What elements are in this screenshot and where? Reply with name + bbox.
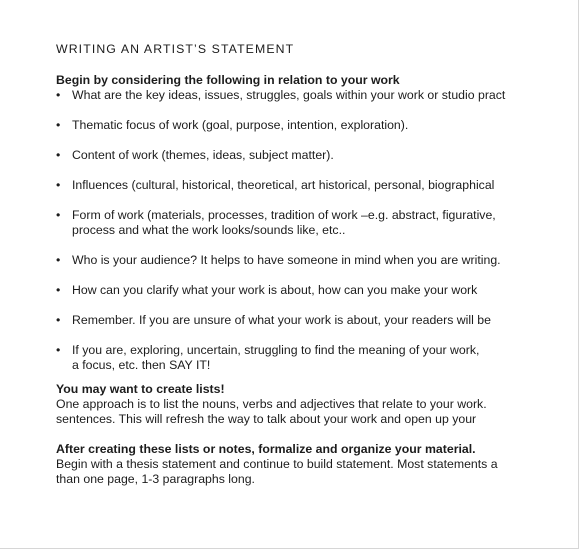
list-item-text: Remember. If you are unsure of what your work is about, your readers will be	[72, 313, 491, 327]
considerations-list	[56, 88, 534, 373]
bullet-glyph: •	[56, 283, 61, 297]
bullet-glyph: •	[56, 88, 61, 102]
intro-heading: Begin by considering the following in relation to your work	[56, 73, 400, 87]
list-item	[56, 283, 534, 298]
lists-paragraph-line: One approach is to list the nouns, verbs and adjectives that relate to your work.	[56, 397, 487, 411]
document-content	[56, 42, 534, 502]
list-item-text: Form of work (materials, processes, tradition of work –e.g. abstract, figurative,	[72, 208, 496, 222]
bullet-glyph: •	[56, 148, 61, 162]
document-title: WRITING AN ARTIST’S STATEMENT	[56, 42, 295, 56]
organize-section	[56, 442, 534, 487]
lists-paragraph-line: sentences. This will refresh the way to talk about your work and open up your	[56, 412, 477, 426]
list-item-text: Content of work (themes, ideas, subject matter).	[72, 148, 334, 162]
organize-paragraph-line: Begin with a thesis statement and continue to build statement. Most statements a	[56, 457, 498, 471]
list-item-text: Who is your audience? It helps to have someone in mind when you are writing.	[72, 253, 501, 267]
list-item-text: Thematic focus of work (goal, purpose, intention, exploration).	[72, 118, 409, 132]
list-item	[56, 253, 534, 268]
bullet-glyph: •	[56, 253, 61, 267]
list-item-text: Influences (cultural, historical, theoretical, art historical, personal, biographical	[72, 178, 495, 192]
organize-heading: After creating these lists or notes, formalize and organize your material.	[56, 442, 476, 456]
bullet-glyph: •	[56, 313, 61, 327]
bullet-glyph: •	[56, 178, 61, 192]
list-item	[56, 148, 534, 163]
list-item	[56, 313, 534, 328]
bullet-glyph: •	[56, 343, 61, 357]
bullet-glyph: •	[56, 208, 61, 222]
list-item	[56, 208, 534, 238]
list-item-text: What are the key ideas, issues, struggles, goals within your work or studio pract	[72, 88, 506, 102]
lists-heading: You may want to create lists!	[56, 382, 225, 396]
list-item	[56, 343, 534, 373]
list-item	[56, 88, 534, 103]
organize-paragraph-line: than one page, 1-3 paragraphs long.	[56, 472, 255, 486]
list-item-text: How can you clarify what your work is about, how can you make your work	[72, 283, 478, 297]
lists-section	[56, 382, 534, 427]
list-item-text: If you are, exploring, uncertain, struggling to find the meaning of your work,	[72, 343, 480, 357]
bullet-glyph: •	[56, 118, 61, 132]
list-item-text-continued: a focus, etc. then SAY IT!	[72, 358, 211, 372]
list-item	[56, 178, 534, 193]
list-item	[56, 118, 534, 133]
list-item-text-continued: process and what the work looks/sounds like, etc..	[72, 223, 346, 237]
